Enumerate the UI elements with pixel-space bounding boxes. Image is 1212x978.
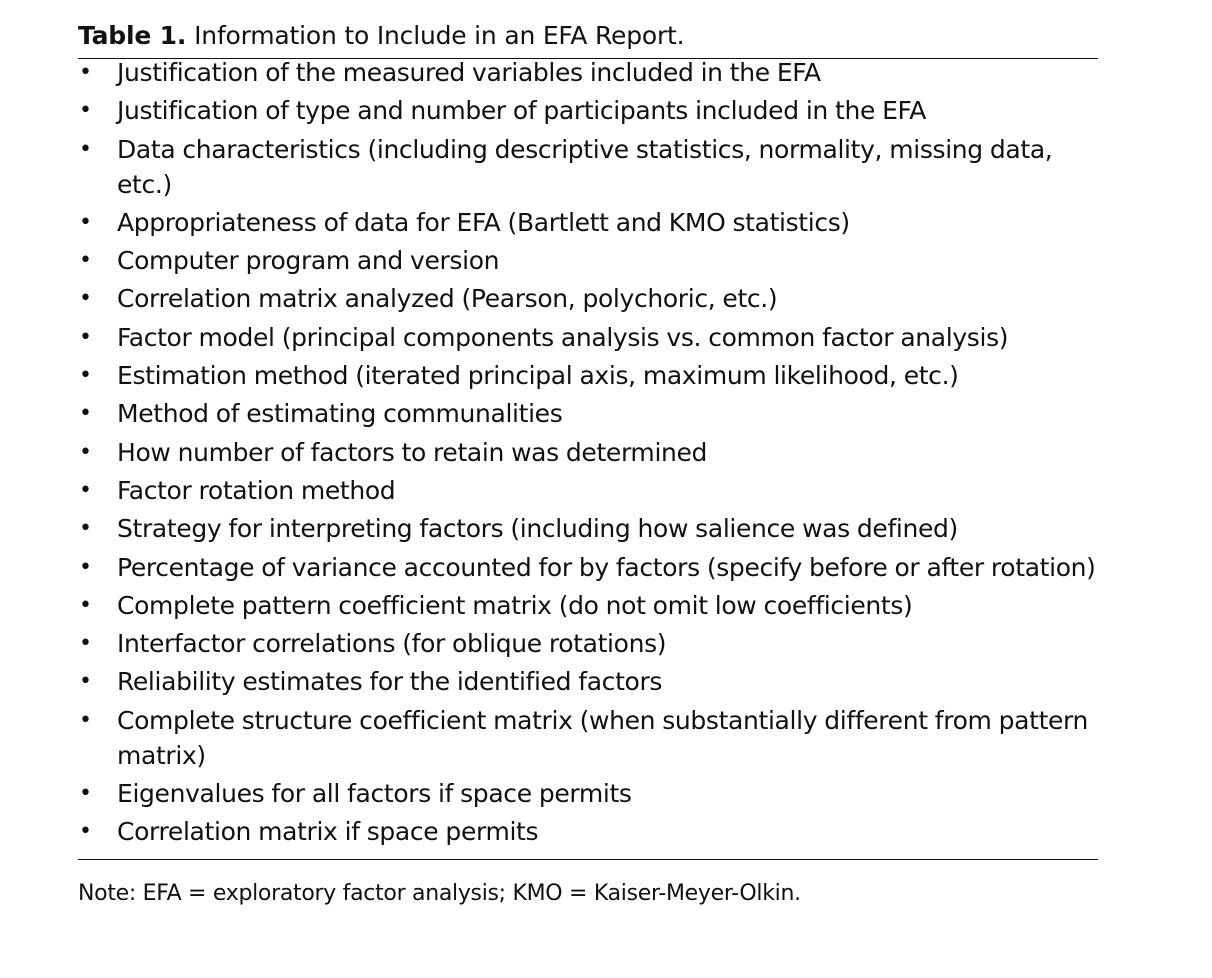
bullet-icon: • [79,477,92,503]
bullet-icon: • [79,631,92,657]
list-item [78,205,1098,240]
bullet-icon: • [79,819,92,845]
bullet-icon: • [79,98,92,124]
list-item-text: Data characteristics (including descriptive statistics, normality, missing data, etc.) [117,134,1053,199]
list-item-text: Percentage of variance accounted for by factors (specify before or after rotation) [117,552,1096,582]
list-item [78,132,1098,202]
list-item-text: How number of factors to retain was determined [117,437,708,467]
list-item-text: Factor model (principal components analysis vs. common factor analysis) [117,322,1009,352]
bullet-icon: • [79,516,92,542]
list-item [78,435,1098,470]
bullet-icon: • [79,707,92,733]
list-item [78,511,1098,546]
list-item-text: Appropriateness of data for EFA (Bartlett and KMO statistics) [117,207,850,237]
bullet-icon: • [79,781,92,807]
list-item [78,358,1098,393]
bullet-icon: • [79,286,92,312]
list-item-text: Estimation method (iterated principal axis, maximum likelihood, etc.) [117,361,959,391]
list-item [78,664,1098,699]
list-item-text: Correlation matrix analyzed (Pearson, polychoric, etc.) [117,284,778,314]
list-item [78,320,1098,355]
list-item-text: Factor rotation method [117,475,396,505]
list-item [78,243,1098,278]
list-item-text: Method of estimating communalities [117,399,563,429]
list-item-text: Interfactor correlations (for oblique rotations) [117,629,667,659]
list-item [78,703,1098,773]
list-item [78,281,1098,316]
list-item-text: Correlation matrix if space permits [117,817,539,847]
bullet-icon: • [79,324,92,350]
bullet-icon: • [79,592,92,618]
list-item [78,776,1098,811]
list-item-text: Eigenvalues for all factors if space permits [117,779,632,809]
bottom-rule [78,859,1098,860]
list-item [78,626,1098,661]
list-item-text: Justification of type and number of participants included in the EFA [117,96,927,126]
bullet-icon: • [79,669,92,695]
table-title: Information to Include in an EFA Report. [194,21,685,50]
list-item-text: Complete pattern coefficient matrix (do not omit low coefficients) [117,590,913,620]
list-item [78,473,1098,508]
efa-report-table [78,18,1098,909]
list-item [78,588,1098,623]
bullet-icon: • [79,60,92,85]
list-item-text: Reliability estimates for the identified factors [117,667,663,697]
table-label: Table 1. [78,21,187,50]
list-item [78,814,1098,849]
list-item [78,396,1098,431]
list-item [78,550,1098,585]
table-note: Note: EFA = exploratory factor analysis; KMO = Kaiser-Meyer-Olkin. [78,881,801,907]
bullet-icon: • [79,209,92,235]
bullet-icon: • [79,363,92,389]
list-item-text: Justification of the measured variables included in the EFA [117,58,821,87]
bullet-icon: • [79,439,92,465]
table-caption [78,18,1098,58]
report-items-list [78,55,1098,849]
bullet-icon: • [79,401,92,427]
list-item [78,93,1098,128]
list-item-text: Strategy for interpreting factors (including how salience was defined) [117,514,958,544]
list-item-text: Computer program and version [117,246,500,276]
bullet-icon: • [79,136,92,162]
list-item-text: Complete structure coefficient matrix (when substantially different from pattern matrix) [117,705,1089,770]
list-item [78,55,1098,90]
bullet-icon: • [79,248,92,274]
bullet-icon: • [79,554,92,580]
